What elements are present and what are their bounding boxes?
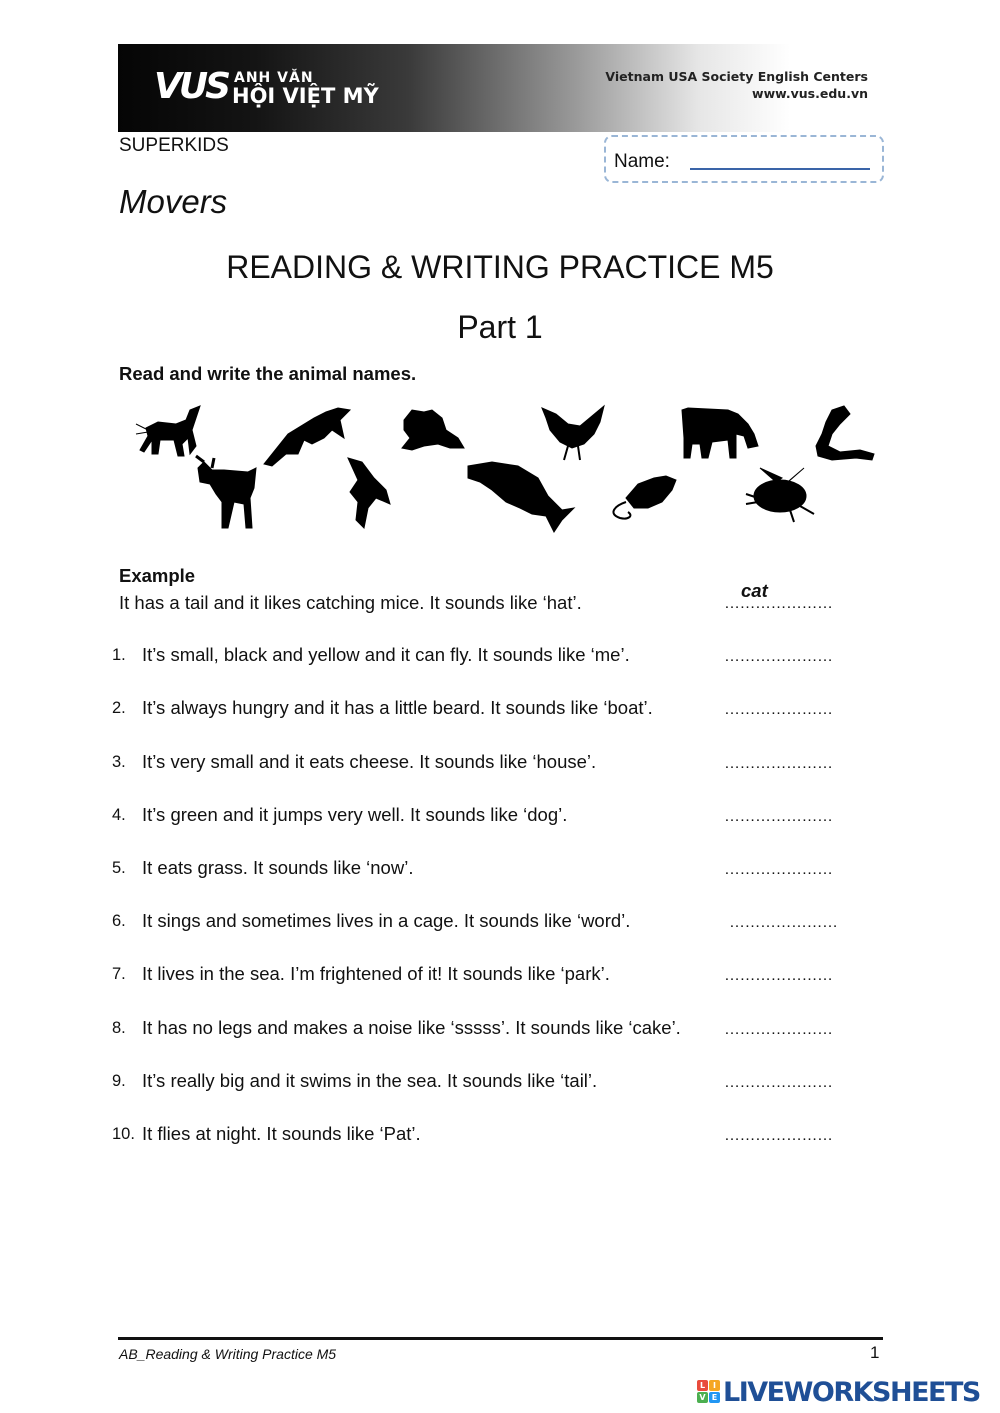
question-number: 10. bbox=[112, 1125, 135, 1143]
cat-silhouette-icon bbox=[136, 406, 200, 456]
question-text: It lives in the sea. I’m frightened of it! It sounds like ‘park’. bbox=[142, 963, 610, 984]
logo-letter: V bbox=[697, 1392, 708, 1403]
liveworksheets-text: LIVEWORKSHEETS bbox=[723, 1377, 980, 1408]
question-number: 5. bbox=[112, 859, 126, 877]
answer-blank[interactable]: ………………… bbox=[724, 755, 833, 772]
whale-silhouette-icon bbox=[468, 462, 574, 532]
answer-blank[interactable]: ………………… bbox=[724, 861, 833, 878]
question-number: 1. bbox=[112, 646, 126, 664]
answer-blank[interactable]: ………………… bbox=[724, 1074, 833, 1091]
instruction: Read and write the animal names. bbox=[119, 363, 417, 384]
cow-silhouette-icon bbox=[682, 408, 758, 458]
answer-blank[interactable]: ………………… bbox=[724, 701, 833, 718]
org-name: Vietnam USA Society English Centers bbox=[605, 69, 868, 84]
page-title: READING & WRITING PRACTICE M5 bbox=[226, 249, 774, 285]
org-url: www.vus.edu.vn bbox=[752, 86, 868, 101]
answer-blank[interactable]: ………………… bbox=[724, 648, 833, 665]
logo-letter: E bbox=[709, 1392, 720, 1403]
question-number: 8. bbox=[112, 1019, 126, 1037]
footer-divider bbox=[118, 1337, 883, 1340]
part-title: Part 1 bbox=[457, 309, 543, 345]
question-text: It’s green and it jumps very well. It sounds like ‘dog’. bbox=[142, 804, 568, 825]
liveworksheets-logo-icon bbox=[697, 1380, 721, 1404]
question-text: It’s small, black and yellow and it can fly. It sounds like ‘me’. bbox=[142, 644, 630, 665]
logo-line-2: HỘI VIỆT MỸ bbox=[232, 84, 379, 108]
goat-silhouette-icon bbox=[196, 456, 256, 528]
example-text: It has a tail and it likes catching mice. It sounds like ‘hat’. bbox=[119, 592, 582, 613]
level-label: SUPERKIDS bbox=[119, 135, 229, 156]
bee-silhouette-icon bbox=[746, 468, 814, 522]
logo-letter: I bbox=[709, 1380, 720, 1391]
mouse-silhouette-icon bbox=[613, 476, 676, 519]
question-text: It’s always hungry and it has a little beard. It sounds like ‘boat’. bbox=[142, 697, 653, 718]
example-label: Example bbox=[119, 565, 196, 586]
snake-silhouette-icon bbox=[816, 406, 874, 460]
answer-blank[interactable]: ………………… bbox=[724, 1127, 833, 1144]
name-label: Name: bbox=[614, 151, 670, 172]
answer-blank[interactable]: ………………… bbox=[724, 808, 833, 825]
header-banner bbox=[118, 44, 882, 132]
question-number: 2. bbox=[112, 699, 126, 717]
logo-letter: L bbox=[697, 1380, 708, 1391]
example-answer: cat bbox=[741, 580, 768, 601]
name-box bbox=[604, 135, 884, 183]
shark-silhouette-icon bbox=[264, 408, 350, 466]
question-number: 9. bbox=[112, 1072, 126, 1090]
question-text: It eats grass. It sounds like ‘now’. bbox=[142, 857, 414, 878]
page-number: 1 bbox=[870, 1343, 880, 1362]
name-input[interactable] bbox=[690, 168, 870, 170]
question-number: 4. bbox=[112, 806, 126, 824]
question-number: 7. bbox=[112, 965, 126, 983]
question-text: It flies at night. It sounds like ‘Pat’. bbox=[142, 1123, 421, 1144]
answer-blank[interactable]: ………………… bbox=[729, 914, 838, 931]
question-text: It has no legs and makes a noise like ‘sssss’. It sounds like ‘cake’. bbox=[142, 1017, 681, 1038]
liveworksheets-watermark[interactable] bbox=[697, 1378, 997, 1410]
answer-blank[interactable]: ………………… bbox=[724, 1021, 833, 1038]
bird-silhouette-icon bbox=[542, 406, 604, 460]
frog-silhouette-icon bbox=[402, 410, 464, 450]
question-number: 6. bbox=[112, 912, 126, 930]
bat-silhouette-icon bbox=[348, 458, 390, 528]
question-text: It sings and sometimes lives in a cage. It sounds like ‘word’. bbox=[142, 910, 631, 931]
answer-blank[interactable]: ………………… bbox=[724, 967, 833, 984]
question-text: It’s very small and it eats cheese. It sounds like ‘house’. bbox=[142, 751, 597, 772]
footer-text: AB_Reading & Writing Practice M5 bbox=[119, 1346, 337, 1362]
logo-line-1: ANH VĂN bbox=[234, 70, 314, 86]
question-number: 3. bbox=[112, 753, 126, 771]
course-title: Movers bbox=[119, 183, 228, 220]
logo-brand: VUS bbox=[154, 66, 229, 107]
example-blank: ………………… bbox=[724, 595, 833, 612]
question-text: It’s really big and it swims in the sea. It sounds like ‘tail’. bbox=[142, 1070, 598, 1091]
animal-silhouettes bbox=[128, 398, 880, 538]
